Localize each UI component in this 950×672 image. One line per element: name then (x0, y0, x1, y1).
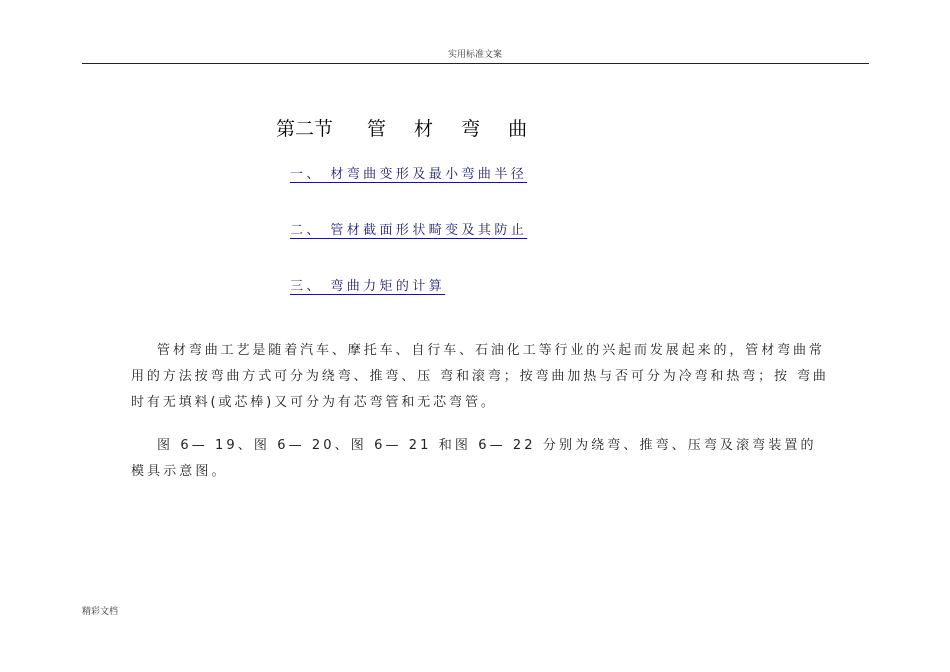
body-paragraph-1: 管材弯曲工艺是随着汽车、摩托车、自行车、石油化工等行业的兴起而发展起来的，管材弯曲常用的方法按弯曲方式可分为绕弯、推弯、压 弯和滚弯；按弯曲加热与否可分为冷弯和热弯；按 弯曲时有无填料(或芯棒)又可分为有芯弯管和无芯弯管。 (131, 343, 829, 410)
header-divider (82, 63, 869, 64)
section-number: 第二节 (276, 118, 334, 140)
page-header: 实用标准文案 (447, 50, 502, 60)
toc-link-3[interactable]: 三、 弯曲力矩的计算 (290, 279, 446, 294)
toc-link-1[interactable]: 一、 材弯曲变形及最小弯曲半径 (290, 167, 528, 182)
section-name: 管 材 弯 曲 (367, 118, 539, 140)
toc-link-2[interactable]: 二、 管材截面形状畸变及其防止 (290, 223, 528, 238)
body-paragraph-2: 图 6— 19、图 6— 20、图 6— 21 和图 6— 22 分别为绕弯、推弯、压弯及滚弯装置的模具示意图。 (131, 438, 817, 479)
page-footer: 精彩文档 (82, 607, 119, 617)
section-title (276, 114, 538, 141)
